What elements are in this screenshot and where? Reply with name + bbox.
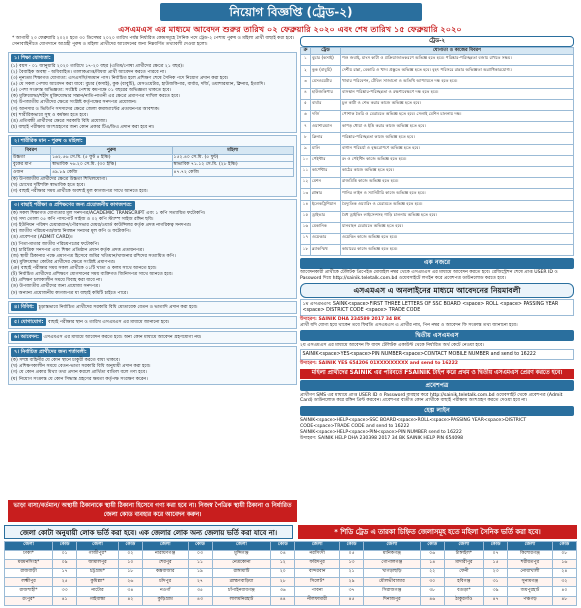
eligibility-line: (খ) উপজাতীয় প্রার্থীদের ক্ষেত্রে সংশ্লিষ্ট কর্তৃপক্ষের সনদপত্র প্রয়োজন। xyxy=(11,100,137,106)
trade-description: বৈধ ড্রাইভিং লাইসেন্সসহ গাড়ি চালনায় অভিজ্ঞ হতে হবে। xyxy=(341,211,574,222)
trade-description: দেশীয় রান্না, বেকারি ও খাদ্য প্রস্তুতে অভিজ্ঞ হতে হবে। বৃহৎ পরিসরে রান্নার অভিজ্ঞতা অগ্রাধিকারযোগ্য। xyxy=(341,66,574,77)
female-quota-banner: * শিডি ট্রেড এ তারকা চিহ্নিত জেলাসমূহ হতে মহিলা সৈনিক ভর্তি করা হবে। xyxy=(298,525,577,539)
eligibility-line: (চ) বাছাই পরীক্ষায় অংশগ্রহণের জন্য কোন প্রকার টিএ/ডিএ প্রদান করা হবে না। xyxy=(11,124,155,130)
trade-row xyxy=(301,111,574,122)
second-sms-format: SAINIK<space>YES<space>PIN NUMBER<space>CONTACT MOBILE NUMBER and send to 16222 xyxy=(300,349,574,360)
trade-row xyxy=(301,166,574,177)
district-cell: ৪৩ xyxy=(188,596,212,605)
helpline-lines xyxy=(300,418,574,442)
document-line: (জ) স্থায়ী ঠিকানার পক্ষে প্রমাণপত্র হিসেবে জমির খতিয়ান/খাজনার রশিদের সত্যায়িত কপি। xyxy=(11,253,176,259)
physical-row xyxy=(12,169,294,176)
district-cell: পাবনা xyxy=(295,587,340,596)
district-column-header: জেলা xyxy=(212,542,271,551)
documents-lines xyxy=(11,211,294,296)
trade-serial: ৬ xyxy=(301,111,311,122)
district-column-header: কোড xyxy=(484,542,508,551)
district-cell: নোয়াখালী xyxy=(508,569,553,578)
trade-name: বার্বার xyxy=(311,99,341,110)
first-sms-note: প্রার্থী যদি যোগ্য হয়ে থাকেন তবে ফিরতি এসএমএস এ প্রার্থীর নাম, পিন নম্বর ও আবেদন ফি সংক্রান্ত তথ্য জানানো হবে। xyxy=(300,323,518,329)
district-cell: ১৩ xyxy=(340,560,364,569)
trade-serial: ১৫ xyxy=(301,211,311,222)
district-cell: গোপালগঞ্জ xyxy=(364,560,421,569)
address-warning: ভাড়া বাসা/বর্তমান/ অস্থায়ী ঠিকানাকে স্থায়ী ঠিকানা হিসেবে গণ্য করা হবে না। নিজস্ব পৈত্রিক স্থায়ী ঠিকানা ও নির্ধারিত জেলা কোড ব্যবহার করে আবেদন করুন। xyxy=(8,500,297,522)
trade-row xyxy=(301,245,574,256)
district-cell: ০২ xyxy=(118,551,142,560)
district-cell: ১০ xyxy=(118,560,142,569)
district-cell: দিনাজপুর xyxy=(364,596,421,605)
document-line: (ছ) চারিত্রিক সনদপত্র এবং শিক্ষা প্রতিষ্ঠান প্রধান কর্তৃক প্রদত্ত প্রত্যয়নপত্র। xyxy=(11,247,144,253)
trade-description: রাজমিস্ত্রি কাজে অভিজ্ঞ হতে হবে। xyxy=(341,178,574,189)
district-cell: ০৪ xyxy=(271,551,295,560)
document-line: (গ) ইউনিয়ন পরিষদ চেয়ারম্যান/পৌরসভার মেয়র/ওয়ার্ড কাউন্সিলর কর্তৃক প্রদত্ত নাগরিকত্ব সনদপত্র। xyxy=(11,223,192,229)
district-cell: ৩২ xyxy=(552,578,576,587)
trade-row xyxy=(301,66,574,77)
extra-section xyxy=(8,331,297,344)
trade-row xyxy=(301,99,574,110)
district-cell: টাঙ্গাইল* xyxy=(444,551,483,560)
district-cell: বান্দরবান xyxy=(295,569,340,578)
district-cell: মাদারীপুর xyxy=(444,560,483,569)
helpline-line: উদাহরণ: SAINIK HELP DHA 230398 2017 34 BK SAINIK HELP PIN 654098 xyxy=(300,435,464,441)
eligibility-line: (৩) নূন্যতম শিক্ষাগত যোগ্যতা: এসএসসি/সমমান পাস। নির্বাচিত হলে প্রশিক্ষণ শেষে সৈনিক পদে নিয়োগ প্রদান করা হবে। xyxy=(11,75,229,81)
district-cell: ০৩ xyxy=(188,551,212,560)
trade-row xyxy=(301,55,574,66)
female-applicant-bar: মহিলা প্রার্থীদের SAINIK এর পরিবর্তে FSAINIK টাইপ করে প্রথম ও দ্বিতীয় এসএমএস প্রেরণ করতে হবে। xyxy=(300,369,574,379)
district-cell: নেত্রকোনা xyxy=(212,560,271,569)
conditions-heading: ৭। নির্বাচিত প্রার্থীদের জন্য শর্তাবলী: xyxy=(11,348,90,356)
district-code-table xyxy=(4,541,577,606)
district-cell: নাটোর xyxy=(77,587,119,596)
district-column-header: জেলা xyxy=(142,542,188,551)
condition-line: (ক) সশস্ত্র বাহিনীর যে কোন স্থানে চাকুরী করতে বাধ্য থাকবে। xyxy=(11,358,120,364)
trade-description: রং ও পেইন্টিং কাজে অভিজ্ঞ হতে হবে। xyxy=(341,155,574,166)
district-cell: কক্সবাজার xyxy=(142,569,188,578)
district-cell: ২৫ xyxy=(53,578,77,587)
trade-row xyxy=(301,200,574,211)
district-cell: ৩৫ xyxy=(188,587,212,596)
district-cell: ১২ xyxy=(271,560,295,569)
trade-row xyxy=(301,211,574,222)
trade-serial: ১১ xyxy=(301,166,311,177)
district-column-header: কোড xyxy=(271,542,295,551)
district-cell: ১৮ xyxy=(118,569,142,578)
trade-description: বাসস্থান পরিষ্কার-পরিচ্ছন্নতা ও রক্ষণাবেক্ষণে দক্ষ হতে হবে। xyxy=(341,88,574,99)
district-column-header: জেলা xyxy=(508,542,553,551)
right-column xyxy=(300,36,574,442)
trade-serial: ১৬ xyxy=(301,222,311,233)
eligibility-line: (১) বয়স - ০১ জানুয়ারি ২০২০ তারিখে ১৭-২০ বছর (এতিম/পোষ্য প্রার্থীদের ক্ষেত্রে ২১ বছর)। xyxy=(11,63,184,69)
eligibility-section xyxy=(8,52,297,133)
district-cell: নারায়ণগঞ্জ xyxy=(142,551,188,560)
trade-description: কামারের কাজে অভিজ্ঞ হতে হবে। xyxy=(341,245,574,256)
physical-cell: ৪৯.৮৯ কেজি xyxy=(51,169,172,176)
helpline-line: SAINIK<space>HELP<space>SSC BOARD<space>ROLL<space>PASSING YEAR<space>DISTRICT CODE<space>TRADE CODE and send to 16222 xyxy=(300,417,527,429)
trade-name: মেসওয়েটার xyxy=(311,77,341,88)
physical-notes xyxy=(11,177,294,195)
district-row xyxy=(5,569,577,578)
trade-name: ইলেকট্রিশিয়ান xyxy=(311,200,341,211)
district-cell: মানিকগঞ্জ xyxy=(364,551,421,560)
conditions-lines xyxy=(11,358,294,382)
district-cell: বগুড়া* xyxy=(444,587,483,596)
district-cell: ৩৪ xyxy=(118,587,142,596)
district-row xyxy=(5,578,577,587)
trade-row xyxy=(301,122,574,133)
district-cell: কুড়িগ্রাম xyxy=(142,596,188,605)
district-cell: মুন্সিগঞ্জ xyxy=(212,551,271,560)
district-cell: ০৭ xyxy=(484,551,508,560)
district-cell: রাজবাড়ী xyxy=(5,569,53,578)
district-cell: ১৫ xyxy=(484,560,508,569)
document-line: (ড) উপজাতীয় প্রার্থীদের জন্য প্রযোজ্য সনদপত্র। xyxy=(11,284,100,290)
trade-serial: ৮ xyxy=(301,133,311,144)
district-column-header: জেলা xyxy=(295,542,340,551)
trade-name: বুচার (কসাই) xyxy=(311,55,341,66)
trade-serial: ৯ xyxy=(301,144,311,155)
condition-line: (খ) প্রশিক্ষণকালীন সময়ে বেতন-ভাতা সরকারি বিধি অনুযায়ী প্রদান করা হবে। xyxy=(11,364,151,370)
physical-column-header: পুরুষ xyxy=(51,147,172,154)
trade-description: ওয়েল্ডিং কাজে অভিজ্ঞ হতে হবে। xyxy=(341,234,574,245)
trade-description: বৈদ্যুতিক ওয়্যারিং ও মেরামতে অভিজ্ঞ হতে হবে। xyxy=(341,200,574,211)
district-cell: ১৬ xyxy=(552,560,576,569)
trade-description: পানির লাইন ও স্যানিটারি কাজে অভিজ্ঞ হতে হবে। xyxy=(341,189,574,200)
physical-column-header: বিবরণ xyxy=(12,147,51,154)
district-cell: খাগড়াছড়ি xyxy=(364,569,421,578)
district-cell: ৪৪ xyxy=(271,596,295,605)
district-cell: ২৬ xyxy=(118,578,142,587)
trade-name: কার্পেন্টার xyxy=(311,166,341,177)
extra-text: এসএমএস এর মাধ্যমে আবেদন করতে হবে। অন্য কোন মাধ্যমে আবেদন গ্রহণযোগ্য নয়। xyxy=(42,335,202,341)
district-cell: নরসিংদী xyxy=(295,551,340,560)
document-line: (ট) নির্বাচিত প্রার্থীদের প্রশিক্ষণে যোগদানের সময় ব্যক্তিগত জিনিসপত্র সাথে আনতে হবে। xyxy=(11,272,173,278)
district-column-header: কোড xyxy=(53,542,77,551)
condition-line: (ঘ) নিয়োগ সংক্রান্ত যে কোন সিদ্ধান্ত গ্রহণের ক্ষমতা কর্তৃপক্ষ সংরক্ষণ করেন। xyxy=(11,376,148,382)
physical-cell: ১৫২.৪০ সে.মি. (৫ ফুট) xyxy=(172,154,293,161)
district-cell: ৩৮ xyxy=(420,587,444,596)
district-cell: ০৬ xyxy=(420,551,444,560)
extra-section xyxy=(8,301,297,314)
helpline-line: SAINIK<space>HELP<space>PIN<space>PIN NUMBER send to 16222 xyxy=(300,429,462,435)
extra-heading: ৫। যোগাযোগ: xyxy=(11,318,46,326)
eligibility-line: (২) বৈবাহিক অবস্থা - অবিবাহিত। তালাকপ্রাপ্ত/বিধবা প্রার্থী আবেদন করতে পারবে না। xyxy=(11,69,166,75)
physical-column-header: মহিলা xyxy=(172,147,293,154)
trade-row xyxy=(301,155,574,166)
first-sms-example: উদাহরণ: SAINIK DHA 234589 2017 34 BK xyxy=(300,317,401,323)
trade-name: মেকানিক xyxy=(311,222,341,233)
document-line: (চ) পিতা-মাতার জাতীয় পরিচয়পত্রের ফটোকপি। xyxy=(11,241,100,247)
sms-rules-heading: এসএমএস এ অনলাইনের মাধ্যমে আবেদনের নিয়মাবলী xyxy=(300,283,574,297)
trade-name: ওয়েল্ডার xyxy=(311,234,341,245)
trade-serial: ১২ xyxy=(301,178,311,189)
district-column-header: জেলা xyxy=(364,542,421,551)
trade-name: ড্রাইভার xyxy=(311,211,341,222)
district-row xyxy=(5,596,577,605)
second-sms-example: উদাহরণ: SAINIK YES 654206 01XXXXXXXXX and send to 16222 xyxy=(300,361,458,367)
physical-row xyxy=(12,154,294,161)
trade-heading: ট্রেড-২ xyxy=(300,36,574,47)
district-column-header: কোড xyxy=(188,542,212,551)
district-cell: ২৮ xyxy=(271,578,295,587)
district-cell: ৪২ xyxy=(118,596,142,605)
district-cell: কিশোরগঞ্জ xyxy=(508,551,553,560)
trade-name: মেশন xyxy=(311,178,341,189)
document-line: (ঞ) বাছাই পরীক্ষার সময় সকল প্রার্থীকে ০১টি খাতা ও কলম সাথে আনতে হবে। xyxy=(11,266,157,272)
trade-description: পশু জবাই, মাংস কাটা ও প্রক্রিয়াজাতকরণে অভিজ্ঞ হতে হবে। পরিষ্কার-পরিচ্ছন্নতা বজায় রাখতে সক্ষম। xyxy=(341,55,574,66)
document-line: (ঙ) প্রবেশপত্র (ADMIT CARD)। xyxy=(11,235,73,241)
physical-heading: ২। শারীরিক মান - পুরুষ ও মহিলা: xyxy=(11,137,86,145)
trade-row xyxy=(301,189,574,200)
district-cell: ৩৬ xyxy=(271,587,295,596)
trade-description: যানবাহন মেরামতে অভিজ্ঞ হতে হবে। xyxy=(341,222,574,233)
trade-row xyxy=(301,144,574,155)
trade-row xyxy=(301,178,574,189)
trade-row xyxy=(301,88,574,99)
trade-name: কুক (বাবুর্চি) xyxy=(311,66,341,77)
trade-serial: ১৩ xyxy=(301,189,311,200)
second-sms-text: ২য় এসএমএস এর মাধ্যমে আবেদন ফি বাবদ টেলিটক একাউন্ট থেকে নির্ধারিত অর্থ কেটে নেওয়া হবে। xyxy=(300,342,484,348)
extra-section xyxy=(8,316,297,329)
district-cell: ১৪ xyxy=(420,560,444,569)
trade-description: পোশাক তৈরি ও মেরামতে অভিজ্ঞ হতে হবে। সেলাই মেশিন চালনায় দক্ষ। xyxy=(341,111,574,122)
district-cell: রাজশাহী* xyxy=(5,587,53,596)
district-column-header: কোড xyxy=(552,542,576,551)
district-cell: ০৫ xyxy=(340,551,364,560)
document-line: (খ) সদ্য তোলা ০৫ কপি পাসপোর্ট সাইজ ও ০২ কপি স্ট্যাম্প সাইজ রঙ্গিন ছবি। xyxy=(11,217,154,223)
district-cell: ২৭ xyxy=(188,578,212,587)
trade-name: মালি xyxy=(311,144,341,155)
district-cell: ৩০ xyxy=(420,578,444,587)
district-cell: ১৭ xyxy=(53,569,77,578)
eligibility-line: (ক) মুক্তিযোদ্ধা/শহীদ মুক্তিযোদ্ধার সন্তান/নাতি-নাতনী এর ক্ষেত্রে প্রমাণপত্র দাখিল করতে হবে। xyxy=(11,94,180,100)
trade-name: ব্ল্যাকস্মিথ xyxy=(311,245,341,256)
physical-cell: বুকের মাপ xyxy=(12,161,51,168)
district-cell: শেরপুর xyxy=(142,560,188,569)
district-cell: ২৪ xyxy=(552,569,576,578)
trade-serial: ১৭ xyxy=(301,234,311,245)
eligibility-line: (৫) পেশা সংক্রান্ত অভিজ্ঞতা: সংশ্লিষ্ট পেশায় কমপক্ষে ০১ বছরের অভিজ্ঞতা থাকতে হবে। xyxy=(11,88,172,94)
district-cell: ২২ xyxy=(420,569,444,578)
extra-heading: ৪। বিবিধ: xyxy=(11,303,37,311)
district-cell: ০৮ xyxy=(552,551,576,560)
eligibility-line: (ঘ) শারীরিকভাবে সুস্থ ও কর্মক্ষম হতে হবে। xyxy=(11,112,88,118)
eligibility-line: (ঙ) প্রতিবন্ধী প্রার্থীদের ক্ষেত্রে সরকারি বিধি প্রযোজ্য। xyxy=(11,118,108,124)
second-sms-heading: দ্বিতীয় এসএমএস xyxy=(300,330,574,341)
trade-table xyxy=(300,47,574,257)
admit-card-text: প্রার্থীগণ SMS এর মাধ্যমে প্রাপ্ত USER ID ও Password ব্যবহার করে http://sainik.teletalk.com.bd ওয়েবসাইট থেকে প্রবেশপত্র (Admit Card) ডাউনলোড করে রঙ্গিন প্রিন্ট করবেন। প্রবেশপত্র ব্যতীত কোন প্রার্থীকে বাছাই পরীক্ষায় অংশগ্রহণ করতে দেওয়া হবে না। xyxy=(300,392,563,404)
district-cell: লক্ষ্মীপুর xyxy=(5,578,53,587)
district-column-header: জেলা xyxy=(77,542,119,551)
physical-cell: উচ্চতা xyxy=(12,154,51,161)
district-row xyxy=(5,551,577,560)
district-cell: ২১ xyxy=(340,569,364,578)
district-cell: গাজীপুর* xyxy=(77,551,119,560)
district-cell: নীলফামারী xyxy=(295,596,340,605)
physical-cell: ১৬২.৫৬ সে.মি. (৫ ফুট ৪ ইঞ্চি) xyxy=(51,154,172,161)
admit-card-heading: প্রবেশপত্র xyxy=(300,380,574,391)
district-cell: রাঙ্গামাটি xyxy=(212,569,271,578)
district-column-header: কোড xyxy=(420,542,444,551)
trade-serial: ১ xyxy=(301,55,311,66)
conditions-section xyxy=(8,346,297,384)
trade-serial: ৪ xyxy=(301,88,311,99)
first-sms-format: ১ম এসএমএস: SAINK<space>FIRST THREE LETTERS OF SSC BOARD <space> ROLL <space> PASSING YEAR <space> DISTRICT CODE <space> TRADE CODE xyxy=(300,299,574,316)
district-cell: জয়পুরহাট xyxy=(508,587,553,596)
trade-name: ওয়াশারম্যান xyxy=(311,122,341,133)
trade-serial: ১৮ xyxy=(301,245,311,256)
physical-cell: ৪৭.৭২ কেজি xyxy=(172,169,293,176)
district-cell: চাঁপাইনবাবগঞ্জ xyxy=(212,587,271,596)
district-cell: ৩৯ xyxy=(484,587,508,596)
district-column-header: জেলা xyxy=(5,542,53,551)
district-cell: ৪৮ xyxy=(552,596,576,605)
district-cell: চাঁদপুর xyxy=(142,578,188,587)
extra-text: চূড়ান্তভাবে নির্বাচিত প্রার্থীদের সরকারি বিধি মোতাবেক বেতন ও ভাতাদি প্রদান করা হবে। xyxy=(37,304,198,310)
district-cell: কুমিল্লা* xyxy=(77,578,119,587)
trade-serial: ৭ xyxy=(301,122,311,133)
left-column xyxy=(8,52,297,387)
eligibility-line: (৪) যে সকল পেশায় আবেদন করা যাবে: বুচার (কসাই), কুক (বাবুর্চি), মেসওয়েটার, হাউজকিপার, বার্বার, দর্জি, ওয়াশারম্যান, ক্লিনার, ইত্যাদি। xyxy=(11,82,265,88)
trade-column-header: ক্র xyxy=(301,47,311,54)
district-column-header: কোড xyxy=(118,542,142,551)
trade-serial: ৩ xyxy=(301,77,311,88)
trade-description: পরিষ্কার-পরিচ্ছন্নতা কাজে অভিজ্ঞ হতে হবে। xyxy=(341,133,574,144)
trade-serial: ৫ xyxy=(301,99,311,110)
district-cell: ফরিদপুর xyxy=(295,560,340,569)
district-cell: ৪৫ xyxy=(340,596,364,605)
district-cell: হবিগঞ্জ xyxy=(444,578,483,587)
district-cell: সুনামগঞ্জ xyxy=(508,578,553,587)
eligibility-lines xyxy=(11,64,294,131)
helpline-heading: হেল্প লাইন xyxy=(300,406,574,417)
physical-note: (গ) বাছাই পরীক্ষার সময় প্রার্থীকে অবশ্যই মূল কাগজপত্র সাথে আনতে হবে। xyxy=(11,189,148,195)
extra-text: বাছাই পরীক্ষার স্থান ও তারিখ এসএমএস এর মাধ্যমে জানানো হবে। xyxy=(46,319,170,325)
condition-line: (গ) যে কোন প্রকার মিথ্যা তথ্য প্রদান করলে প্রার্থিতা বাতিল বলে গণ্য হবে। xyxy=(11,370,147,376)
glance-text: আবেদনকারী প্রার্থীকে টেলিটক প্রিপেইড মোবাইল নম্বর থেকে এসএমএস এর মাধ্যমে আবেদন করতে হবে। রেজিস্ট্রেশন শেষে প্রাপ্ত USER ID ও Password দিয়ে http://sainik.teletalk.com.bd ওয়েবসাইটে লগইন করে প্রবেশপত্র ডাউনলোড করতে হবে। xyxy=(300,270,558,281)
trade-description: খাবার পরিবেশন, টেবিল সাজানো ও অতিথি আপ্যায়নে দক্ষ হতে হবে। xyxy=(341,77,574,88)
trade-serial: ১০ xyxy=(301,155,311,166)
physical-cell: স্বাভাবিক ৭১.১২ সে.মি. (২৮ ইঞ্চি) xyxy=(172,161,293,168)
document-line: (ঠ) প্রশিক্ষণ চলাকালীন সময়ে বিবাহ করা যাবে না। xyxy=(11,278,102,284)
district-row xyxy=(5,587,577,596)
physical-section xyxy=(8,135,297,197)
district-cell: ১১ xyxy=(188,560,212,569)
trade-row xyxy=(301,77,574,88)
district-cell: ৪০ xyxy=(552,587,576,596)
district-cell: ০৯ xyxy=(53,560,77,569)
physical-standards-table xyxy=(11,146,294,176)
trade-description: চুল কাটা ও শেভ করার কাজে অভিজ্ঞ হতে হবে। xyxy=(341,99,574,110)
district-cell: শরীয়তপুর xyxy=(508,560,553,569)
trade-name: পেইন্টার xyxy=(311,155,341,166)
physical-cell: ওজন xyxy=(12,169,51,176)
district-cell: সিলেট* xyxy=(295,578,340,587)
district-cell: মৌলভীবাজার xyxy=(364,578,421,587)
district-cell: ৩১ xyxy=(484,578,508,587)
district-cell: ঠাকুরগাঁও xyxy=(444,596,483,605)
trade-column-header: যোগ্যতা ও কাজের বিবরণ xyxy=(341,47,574,54)
document-line: (ঢ) অন্যান্য প্রয়োজনীয় কাগজপত্র যা বাছাই কমিটি চাইতে পারে। xyxy=(11,290,128,296)
district-cell: গাইবান্ধা xyxy=(77,596,119,605)
district-column-header: জেলা xyxy=(444,542,483,551)
trade-name: দর্জি xyxy=(311,111,341,122)
application-dates: এসএমএস এর মাধ্যমে আবেদন শুরুর তারিখ ০২ ফেব্রুয়ারি ২০২০ এবং শেষ তারিখ ১৫ ফেব্রুয়ারি ২০২০ xyxy=(118,24,462,34)
physical-row xyxy=(12,161,294,168)
extra-heading: ৬। আবেদন: xyxy=(11,333,42,341)
district-cell: ১৯ xyxy=(188,569,212,578)
district-cell: ময়মনসিংহ* xyxy=(5,560,53,569)
district-cell: ৪১ xyxy=(53,596,77,605)
district-cell: ২৩ xyxy=(484,569,508,578)
trade-description: কাপড় ধোয়া ও ইস্ত্রি করার কাজে অভিজ্ঞ হতে হবে। xyxy=(341,122,574,133)
physical-note: (খ) চোখের দৃষ্টিশক্তি স্বাভাবিক হতে হবে। xyxy=(11,183,86,189)
district-cell: ০১ xyxy=(53,551,77,560)
trade-name: ক্লিনার xyxy=(311,133,341,144)
district-cell: ব্রাহ্মণবাড়িয়া xyxy=(212,578,271,587)
district-row xyxy=(5,560,577,569)
district-cell: পঞ্চগড় xyxy=(508,596,553,605)
document-line: (ঘ) জাতীয় পরিচয়পত্র/জন্ম নিবন্ধন সনদের মূল কপি ও ফটোকপি। xyxy=(11,229,131,235)
eligibility-line: (গ) আনসার ও ভিডিপি সদস্যদের ক্ষেত্রে জেলা কমান্ড্যান্টের প্রত্যয়নপত্র আবশ্যক। xyxy=(11,106,160,112)
trade-row xyxy=(301,222,574,233)
trade-column-header: ট্রেড xyxy=(311,47,341,54)
trade-row xyxy=(301,133,574,144)
trade-description: বাগান পরিচর্যা ও বৃক্ষরোপণে অভিজ্ঞ হতে হবে। xyxy=(341,144,574,155)
notice-title-banner: নিয়োগ বিজ্ঞপ্তি (ট্রেড-২) xyxy=(160,3,422,21)
trade-serial: ২ xyxy=(301,66,311,77)
district-cell: ৪৬ xyxy=(420,596,444,605)
documents-section xyxy=(8,199,297,298)
district-cell: ৩৩ xyxy=(53,587,77,596)
intro-text: * আগামী ২৩ ফেব্রুয়ারি ২০২০ হতে ৩০ ডিসেম্বর ২০২০ তারিখ পর্যন্ত নির্ধারিত কেন্দ্রসমূহে সৈনিক পদে ট্রেড-২ পেশায় পুরুষ ও মহিলা প্রার্থী বাছাই করা হবে। সেনাবাহিনীতে যোগদানে আগ্রহী পুরুষ ও মহিলা প্রার্থীদের আবেদনের জন্য নিম্নবর্ণিত তথ্যাবলী দেওয়া হলো। xyxy=(12,36,295,47)
district-cell: ২০ xyxy=(271,569,295,578)
district-cell: সিরাজগঞ্জ xyxy=(364,587,421,596)
document-line: (ক) সকল শিক্ষাগত যোগ্যতার মূল সনদপত্র/ACADEMIC TRANSCRIPT এবং ১ কপি সত্যায়িত ফটোকপি। xyxy=(11,210,206,216)
glance-heading: এক নজরে xyxy=(300,258,574,269)
trade-description: কাঠের কাজে অভিজ্ঞ হতে হবে। xyxy=(341,166,574,177)
district-cell: ঢাকা* xyxy=(5,551,53,560)
district-cell: ফেনী xyxy=(444,569,483,578)
district-cell: ৪৭ xyxy=(484,596,508,605)
district-quota-banner: জেলা কোটা অনুযায়ী লোক ভর্তি করা হবে। এক জেলার লোক অন্য জেলায় ভর্তি করা যাবে না। xyxy=(4,525,293,539)
district-cell: জামালপুর xyxy=(77,560,119,569)
district-cell: লালমনিরহাট xyxy=(212,596,271,605)
documents-heading: ৩। বাছাই পরীক্ষা ও প্রশিক্ষণের জন্য প্রয়োজনীয় কাগজপত্র: xyxy=(11,201,135,209)
trade-row xyxy=(301,234,574,245)
physical-cell: স্বাভাবিক ৭৬.২০ সে.মি. (৩০ ইঞ্চি) xyxy=(51,161,172,168)
district-cell: চট্টগ্রাম* xyxy=(77,569,119,578)
trade-name: প্লাম্বার xyxy=(311,189,341,200)
document-line: (ঝ) মুক্তিযোদ্ধা কোটার প্রার্থীদের ক্ষেত্রে সংশ্লিষ্ট প্রমাণপত্র। xyxy=(11,259,116,265)
district-cell: নওগাঁ xyxy=(142,587,188,596)
trade-name: হাউজকিপার xyxy=(311,88,341,99)
trade-serial: ১৪ xyxy=(301,200,311,211)
physical-note: (ক) উপজাতীয় প্রার্থীদের ক্ষেত্রে উচ্চতা শিথিলযোগ্য। xyxy=(11,176,107,182)
district-cell: রংপুর* xyxy=(5,596,53,605)
eligibility-heading: ১। শিক্ষা যোগ্যতা: xyxy=(11,54,54,62)
district-column-header: কোড xyxy=(340,542,364,551)
extra-sections xyxy=(8,301,297,345)
district-cell: ৩৭ xyxy=(340,587,364,596)
district-cell: ২৯ xyxy=(340,578,364,587)
